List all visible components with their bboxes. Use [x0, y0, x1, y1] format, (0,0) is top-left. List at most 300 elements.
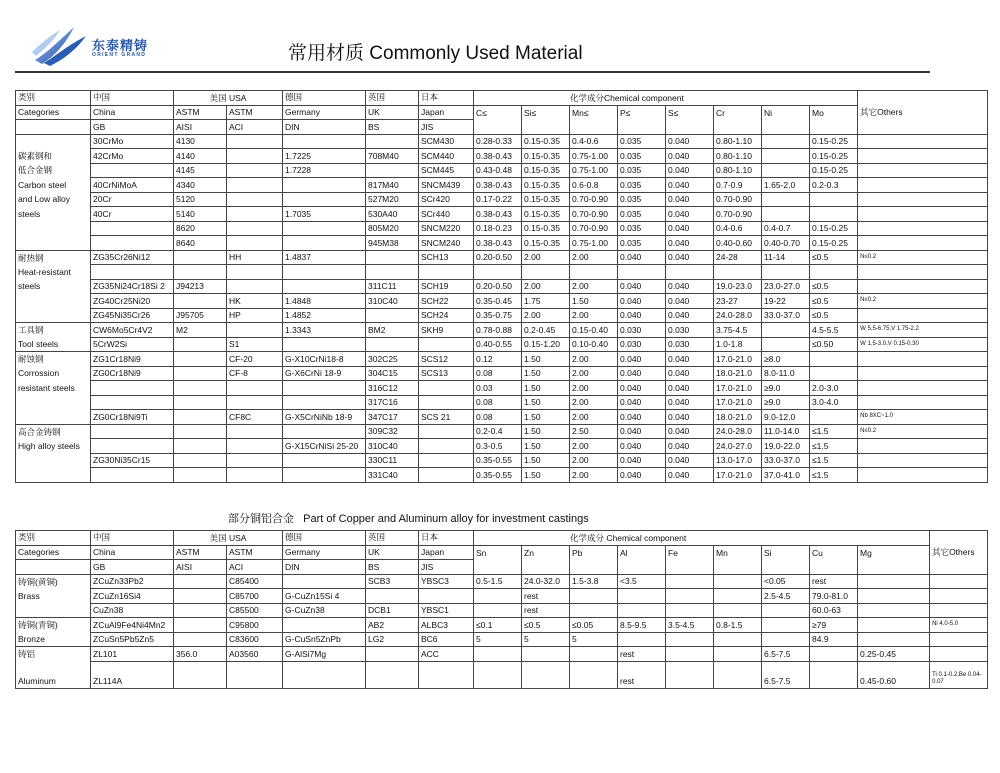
- t1-uk-bs-cell: 527M20: [366, 192, 419, 207]
- t1-s-cell: 0.040: [666, 192, 714, 207]
- t2-fe-cell: [666, 661, 714, 688]
- t1-category-cell: 工具钢: [16, 323, 91, 338]
- t1-mo-cell: 0.15-0.25: [810, 149, 858, 164]
- t1-china-gb-cell: CW6Mo5Cr4V2: [91, 323, 174, 338]
- table-row: [16, 381, 988, 396]
- page-title: 常用材质 Commonly Used Material: [288, 43, 583, 64]
- t1-cr-cell: 24.0-28.0: [714, 308, 762, 323]
- t1-japan-jis-cell: SCr420: [419, 192, 474, 207]
- t1-japan-jis-cell: [419, 265, 474, 280]
- t1-mo-cell: 3.0-4.0: [810, 395, 858, 410]
- t1-category-cell: [16, 294, 91, 309]
- t1-p-cell: 0.040: [618, 352, 666, 367]
- t2-header-row-2: [16, 545, 988, 560]
- t2-china-gb-cell: ZCuZn33Pb2: [91, 574, 174, 589]
- t1-header-element-cr: Cr: [714, 105, 762, 134]
- t1-mo-cell: ≤1.5: [810, 468, 858, 483]
- t2-category-cell: 铸铜(青铜): [16, 618, 91, 633]
- t1-germany-din-cell: 1.4852: [283, 308, 366, 323]
- t1-astm-aci-cell: [227, 207, 283, 222]
- t2-header-category-cn: 类别: [16, 531, 91, 546]
- t2-header-element-si: Si: [762, 545, 810, 574]
- t1-astm-aci-cell: [227, 323, 283, 338]
- t1-header-china-en: China: [91, 105, 174, 120]
- t1-japan-jis-cell: [419, 468, 474, 483]
- t2-mn-cell: [714, 603, 762, 618]
- t1-s-cell: 0.030: [666, 337, 714, 352]
- t2-astm-aci-cell: C85700: [227, 589, 283, 604]
- t2-astm-aci-cell: A03560: [227, 647, 283, 662]
- t2-fe-cell: [666, 589, 714, 604]
- t1-category-cell: steels: [16, 207, 91, 222]
- t1-uk-bs-cell: [366, 308, 419, 323]
- t2-cu-cell: [810, 661, 858, 688]
- t1-mo-cell: ≤0.5: [810, 308, 858, 323]
- t1-c-cell: 0.20-0.50: [474, 279, 522, 294]
- t1-uk-bs-cell: [366, 134, 419, 149]
- t2-fe-cell: [666, 632, 714, 647]
- t1-cr-cell: 17.0-21.0: [714, 468, 762, 483]
- t1-germany-din-cell: [283, 424, 366, 439]
- t1-others-cell: [858, 265, 988, 280]
- t1-header-uk-en: UK: [366, 105, 419, 120]
- t1-uk-bs-cell: [366, 337, 419, 352]
- t1-japan-jis-cell: SNCM220: [419, 221, 474, 236]
- t1-astm-aisi-cell: J94213: [174, 279, 227, 294]
- t1-header-category-cn: 类别: [16, 91, 91, 106]
- t1-p-cell: 0.030: [618, 337, 666, 352]
- t2-uk-bs-cell: LG2: [366, 632, 419, 647]
- t2-uk-bs-cell: SCB3: [366, 574, 419, 589]
- t1-mn-cell: 2.00: [570, 250, 618, 265]
- t1-astm-aci-cell: S1: [227, 337, 283, 352]
- table-row: [16, 647, 988, 662]
- t2-japan-jis-cell: [419, 661, 474, 688]
- t1-germany-din-cell: [283, 337, 366, 352]
- t1-header-element-mo: Mo: [810, 105, 858, 134]
- table-row: [16, 337, 988, 352]
- t1-c-cell: 0.08: [474, 410, 522, 425]
- t1-header-element-mn: Mn≤: [570, 105, 618, 134]
- t2-category-cell: 铸铜(黄铜): [16, 574, 91, 589]
- t1-astm-aci-cell: HK: [227, 294, 283, 309]
- t2-category-cell: [16, 603, 91, 618]
- t1-ni-cell: 11.0-14.0: [762, 424, 810, 439]
- t1-china-gb-cell: [91, 265, 174, 280]
- t1-astm-aisi-cell: 5120: [174, 192, 227, 207]
- t1-astm-aisi-cell: 8620: [174, 221, 227, 236]
- t1-p-cell: 0.040: [618, 250, 666, 265]
- t1-uk-bs-cell: [366, 250, 419, 265]
- t1-china-gb-cell: ZG0Cr18Ni9Ti: [91, 410, 174, 425]
- t1-p-cell: 0.030: [618, 323, 666, 338]
- t1-mn-cell: 2.00: [570, 395, 618, 410]
- t1-p-cell: 0.035: [618, 192, 666, 207]
- t1-germany-din-cell: G-X5CrNiNb 18-9: [283, 410, 366, 425]
- t1-s-cell: 0.040: [666, 134, 714, 149]
- t1-china-gb-cell: [91, 221, 174, 236]
- t2-zn-cell: 24.0-32.0: [522, 574, 570, 589]
- t1-others-cell: N≤0.2: [858, 250, 988, 265]
- t1-astm-aisi-cell: 4340: [174, 178, 227, 193]
- t1-s-cell: 0.040: [666, 250, 714, 265]
- t1-mn-cell: 2.00: [570, 410, 618, 425]
- t2-fe-cell: [666, 647, 714, 662]
- t2-header-astm-2: ASTM: [227, 545, 283, 560]
- t1-china-gb-cell: [91, 236, 174, 251]
- t1-c-cell: 0.20-0.50: [474, 250, 522, 265]
- t1-japan-jis-cell: SCS 21: [419, 410, 474, 425]
- t1-china-gb-cell: 30CrMo: [91, 134, 174, 149]
- t1-c-cell: 0.35-0.55: [474, 468, 522, 483]
- t1-mo-cell: ≤0.5: [810, 279, 858, 294]
- t1-ni-cell: 33.0-37.0: [762, 453, 810, 468]
- t1-header-element-si: Si≤: [522, 105, 570, 134]
- t1-p-cell: 0.035: [618, 207, 666, 222]
- t1-mn-cell: [570, 265, 618, 280]
- t1-mo-cell: ≤0.5: [810, 294, 858, 309]
- t2-header-japan-cn: 日本: [419, 531, 474, 546]
- t1-japan-jis-cell: SCS13: [419, 366, 474, 381]
- t1-astm-aci-cell: [227, 439, 283, 454]
- t1-uk-bs-cell: 530A40: [366, 207, 419, 222]
- t1-cr-cell: 17.0-21.0: [714, 395, 762, 410]
- t1-c-cell: 0.28-0.33: [474, 134, 522, 149]
- t1-others-cell: [858, 163, 988, 178]
- t1-p-cell: 0.040: [618, 381, 666, 396]
- t1-p-cell: [618, 265, 666, 280]
- t1-cr-cell: 13.0-17.0: [714, 453, 762, 468]
- t1-astm-aci-cell: [227, 178, 283, 193]
- table-row: [16, 294, 988, 309]
- table-row: [16, 395, 988, 410]
- t1-astm-aci-cell: [227, 453, 283, 468]
- t1-mn-cell: 0.75-1.00: [570, 149, 618, 164]
- t1-mo-cell: [810, 352, 858, 367]
- t1-category-cell: resistant steels: [16, 381, 91, 396]
- t1-astm-aisi-cell: [174, 294, 227, 309]
- t1-c-cell: 0.43-0.48: [474, 163, 522, 178]
- t1-astm-aci-cell: [227, 395, 283, 410]
- t2-header-china-cn: 中国: [91, 531, 174, 546]
- t2-pb-cell: [570, 589, 618, 604]
- t1-category-cell: High alloy steels: [16, 439, 91, 454]
- t1-astm-aci-cell: [227, 192, 283, 207]
- t2-mg-cell: [858, 574, 930, 589]
- t1-category-cell: [16, 468, 91, 483]
- t2-header-chemical: 化学成分 Chemical component: [474, 531, 930, 546]
- t2-header-element-mn: Mn: [714, 545, 762, 574]
- t1-si-cell: 1.50: [522, 424, 570, 439]
- t1-china-gb-cell: 40Cr: [91, 207, 174, 222]
- t1-cr-cell: 24.0-27.0: [714, 439, 762, 454]
- table-row: [16, 661, 988, 688]
- t1-uk-bs-cell: [366, 265, 419, 280]
- copper-aluminum-alloy-table: [15, 530, 988, 689]
- t1-china-gb-cell: [91, 395, 174, 410]
- t2-header-others: 其它Others: [930, 531, 988, 575]
- table-row: [16, 366, 988, 381]
- t1-mn-cell: 0.6-0.8: [570, 178, 618, 193]
- t1-c-cell: 0.08: [474, 366, 522, 381]
- t1-japan-jis-cell: [419, 453, 474, 468]
- t1-germany-din-cell: 1.7035: [283, 207, 366, 222]
- t2-germany-din-cell: [283, 574, 366, 589]
- t1-si-cell: 0.15-0.35: [522, 178, 570, 193]
- t1-header-germany-en: Germany: [283, 105, 366, 120]
- t1-astm-aisi-cell: J95705: [174, 308, 227, 323]
- t2-japan-jis-cell: BC6: [419, 632, 474, 647]
- t2-astm-aisi-cell: [174, 618, 227, 633]
- t1-si-cell: 0.15-0.35: [522, 207, 570, 222]
- t1-astm-aisi-cell: [174, 424, 227, 439]
- t1-mo-cell: 4.5-5.5: [810, 323, 858, 338]
- t2-germany-din-cell: G-CuZn15Si 4: [283, 589, 366, 604]
- t2-header-element-pb: Pb: [570, 545, 618, 574]
- t2-germany-din-cell: G-AlSi7Mg: [283, 647, 366, 662]
- t2-china-gb-cell: ZCuZn16Si4: [91, 589, 174, 604]
- t1-others-cell: [858, 366, 988, 381]
- t1-mn-cell: 0.70-0.90: [570, 221, 618, 236]
- t1-s-cell: 0.040: [666, 178, 714, 193]
- t1-astm-aisi-cell: [174, 410, 227, 425]
- t1-c-cell: 0.35-0.55: [474, 453, 522, 468]
- t2-astm-aci-cell: [227, 661, 283, 688]
- t2-header-germany-cn: 德国: [283, 531, 366, 546]
- t1-si-cell: 0.15-0.35: [522, 134, 570, 149]
- t1-astm-aci-cell: [227, 424, 283, 439]
- t2-astm-aisi-cell: [174, 661, 227, 688]
- t1-mo-cell: [810, 265, 858, 280]
- t2-header-row-1: [16, 531, 988, 546]
- t1-uk-bs-cell: 310C40: [366, 439, 419, 454]
- t2-mn-cell: [714, 589, 762, 604]
- t1-germany-din-cell: G-X6CrNi 18-9: [283, 366, 366, 381]
- t2-si-cell: [762, 632, 810, 647]
- t1-others-cell: [858, 439, 988, 454]
- t1-mn-cell: 0.4-0.6: [570, 134, 618, 149]
- t2-japan-jis-cell: [419, 589, 474, 604]
- t2-sn-cell: ≤0.1: [474, 618, 522, 633]
- t1-p-cell: 0.035: [618, 221, 666, 236]
- t2-astm-aisi-cell: [174, 603, 227, 618]
- t1-header-japan-cn: 日本: [419, 91, 474, 106]
- t1-germany-din-cell: [283, 265, 366, 280]
- t1-mo-cell: ≤1.5: [810, 439, 858, 454]
- t1-s-cell: 0.040: [666, 279, 714, 294]
- t1-others-cell: N≤0.2: [858, 294, 988, 309]
- table-row: [16, 410, 988, 425]
- t1-ni-cell: 19-22: [762, 294, 810, 309]
- t2-zn-cell: ≤0.5: [522, 618, 570, 633]
- t1-s-cell: 0.040: [666, 207, 714, 222]
- t1-mo-cell: 0.2-0.3: [810, 178, 858, 193]
- t1-japan-jis-cell: [419, 395, 474, 410]
- t1-header-uk-cn: 英国: [366, 91, 419, 106]
- t2-header-element-sn: Sn: [474, 545, 522, 574]
- t2-fe-cell: [666, 574, 714, 589]
- t2-mn-cell: [714, 574, 762, 589]
- t1-others-cell: [858, 221, 988, 236]
- table-row: [16, 589, 988, 604]
- t1-mo-cell: ≤1.5: [810, 424, 858, 439]
- t1-si-cell: 1.50: [522, 439, 570, 454]
- t2-si-cell: <0.05: [762, 574, 810, 589]
- t1-s-cell: 0.040: [666, 468, 714, 483]
- t2-cu-cell: 60.0-63: [810, 603, 858, 618]
- logo-english-name: ORIENT GRAND: [92, 52, 147, 58]
- t1-category-cell: steels: [16, 279, 91, 294]
- t1-mn-cell: 2.00: [570, 468, 618, 483]
- t2-others-cell: [930, 632, 988, 647]
- t1-category-cell: 低合金钢: [16, 163, 91, 178]
- table-row: [16, 453, 988, 468]
- table-row: [16, 149, 988, 164]
- t1-mo-cell: [810, 207, 858, 222]
- t1-ni-cell: 0.4-0.7: [762, 221, 810, 236]
- t1-uk-bs-cell: 805M20: [366, 221, 419, 236]
- t2-astm-aci-cell: C83600: [227, 632, 283, 647]
- t1-si-cell: 1.50: [522, 395, 570, 410]
- t1-japan-jis-cell: [419, 439, 474, 454]
- t1-si-cell: 1.50: [522, 381, 570, 396]
- t1-c-cell: 0.17-0.22: [474, 192, 522, 207]
- t1-cr-cell: 24.0-28.0: [714, 424, 762, 439]
- t1-astm-aisi-cell: M2: [174, 323, 227, 338]
- table-row: [16, 236, 988, 251]
- t1-astm-aci-cell: [227, 279, 283, 294]
- logo: [30, 24, 88, 66]
- t2-pb-cell: 5: [570, 632, 618, 647]
- t1-japan-jis-cell: SNCM439: [419, 178, 474, 193]
- t2-uk-bs-cell: DCB1: [366, 603, 419, 618]
- t2-uk-bs-cell: [366, 647, 419, 662]
- t1-others-cell: [858, 308, 988, 323]
- t1-astm-aci-cell: [227, 265, 283, 280]
- t1-cr-cell: 23-27: [714, 294, 762, 309]
- t1-mn-cell: 2.00: [570, 352, 618, 367]
- t1-china-gb-cell: ZG35Ni24Cr18Si 2: [91, 279, 174, 294]
- t1-mo-cell: 0.15-0.25: [810, 221, 858, 236]
- t1-si-cell: 2.00: [522, 279, 570, 294]
- t1-astm-aci-cell: [227, 221, 283, 236]
- t2-al-cell: [618, 632, 666, 647]
- t1-s-cell: 0.040: [666, 221, 714, 236]
- t2-astm-aisi-cell: 356.0: [174, 647, 227, 662]
- table-row: [16, 424, 988, 439]
- t1-uk-bs-cell: 330C11: [366, 453, 419, 468]
- t1-china-gb-cell: ZG0Cr18Ni9: [91, 366, 174, 381]
- t1-japan-jis-cell: SKH9: [419, 323, 474, 338]
- t1-mn-cell: 0.75-1.00: [570, 236, 618, 251]
- t1-category-cell: [16, 453, 91, 468]
- t1-s-cell: 0.040: [666, 236, 714, 251]
- t1-cr-cell: 19.0-23.0: [714, 279, 762, 294]
- t1-ni-cell: 8.0-11.0: [762, 366, 810, 381]
- t1-si-cell: 1.50: [522, 410, 570, 425]
- t1-germany-din-cell: 1.4848: [283, 294, 366, 309]
- table-row: [16, 439, 988, 454]
- t1-mn-cell: 2.00: [570, 308, 618, 323]
- table-row: [16, 632, 988, 647]
- t1-astm-aci-cell: [227, 381, 283, 396]
- t1-others-cell: [858, 192, 988, 207]
- t1-astm-aci-cell: CF8C: [227, 410, 283, 425]
- t1-s-cell: 0.040: [666, 294, 714, 309]
- t1-p-cell: 0.040: [618, 424, 666, 439]
- t1-japan-jis-cell: [419, 337, 474, 352]
- t2-japan-jis-cell: YBSC3: [419, 574, 474, 589]
- t1-si-cell: 1.50: [522, 468, 570, 483]
- t2-uk-bs-cell: [366, 589, 419, 604]
- t2-header-china-en: China: [91, 545, 174, 560]
- t1-si-cell: 0.15-0.35: [522, 149, 570, 164]
- t2-astm-aisi-cell: [174, 589, 227, 604]
- t2-cu-cell: 84.9: [810, 632, 858, 647]
- t1-astm-aci-cell: [227, 134, 283, 149]
- t2-others-cell: Ti 0.1-0.2,Be 0.04-0.07: [930, 661, 988, 688]
- t1-astm-aisi-cell: 8640: [174, 236, 227, 251]
- t2-header-uk-en: UK: [366, 545, 419, 560]
- t2-header-china-standard: GB: [91, 560, 174, 575]
- t1-uk-bs-cell: [366, 163, 419, 178]
- t2-header-bs: BS: [366, 560, 419, 575]
- t1-p-cell: 0.040: [618, 439, 666, 454]
- t1-ni-cell: [762, 192, 810, 207]
- t1-germany-din-cell: 1.4837: [283, 250, 366, 265]
- t1-ni-cell: 23.0-27.0: [762, 279, 810, 294]
- t2-germany-din-cell: [283, 618, 366, 633]
- t1-header-germany-cn: 德国: [283, 91, 366, 106]
- t1-china-gb-cell: [91, 381, 174, 396]
- t1-cr-cell: 0.80-1.10: [714, 163, 762, 178]
- t1-ni-cell: ≥9.0: [762, 395, 810, 410]
- t2-pb-cell: 1.5-3.8: [570, 574, 618, 589]
- t1-japan-jis-cell: SCM440: [419, 149, 474, 164]
- t2-pb-cell: [570, 603, 618, 618]
- t2-al-cell: [618, 603, 666, 618]
- t1-header-row-2: [16, 105, 988, 120]
- t1-category-cell: Tool steels: [16, 337, 91, 352]
- t1-header-din: DIN: [283, 120, 366, 135]
- t1-china-gb-cell: ZG40Cr25Ni20: [91, 294, 174, 309]
- t2-mg-cell: 0.45-0.60: [858, 661, 930, 688]
- t2-uk-bs-cell: AB2: [366, 618, 419, 633]
- t2-germany-din-cell: G-CuSn5ZnPb: [283, 632, 366, 647]
- t1-category-cell: 耐蚀钢: [16, 352, 91, 367]
- t1-uk-bs-cell: 304C15: [366, 366, 419, 381]
- t1-category-cell: [16, 395, 91, 410]
- t1-cr-cell: 18.0-21.0: [714, 366, 762, 381]
- table-row: [16, 192, 988, 207]
- t1-header-chemical: 化学成分Chemical component: [474, 91, 858, 106]
- t1-ni-cell: 9.0-12.0: [762, 410, 810, 425]
- t1-category-cell: [16, 308, 91, 323]
- t1-p-cell: 0.040: [618, 453, 666, 468]
- t1-japan-jis-cell: SNCM240: [419, 236, 474, 251]
- t1-s-cell: 0.040: [666, 366, 714, 381]
- t1-header-usa: 美国 USA: [174, 91, 283, 106]
- t1-c-cell: [474, 265, 522, 280]
- t1-category-cell: Heat-resistant: [16, 265, 91, 280]
- t1-header-element-ni: Ni: [762, 105, 810, 134]
- t1-others-cell: [858, 381, 988, 396]
- t1-s-cell: 0.040: [666, 395, 714, 410]
- t1-mo-cell: ≤0.5: [810, 250, 858, 265]
- t1-p-cell: 0.035: [618, 149, 666, 164]
- t1-header-row-1: [16, 91, 988, 106]
- t2-others-cell: [930, 574, 988, 589]
